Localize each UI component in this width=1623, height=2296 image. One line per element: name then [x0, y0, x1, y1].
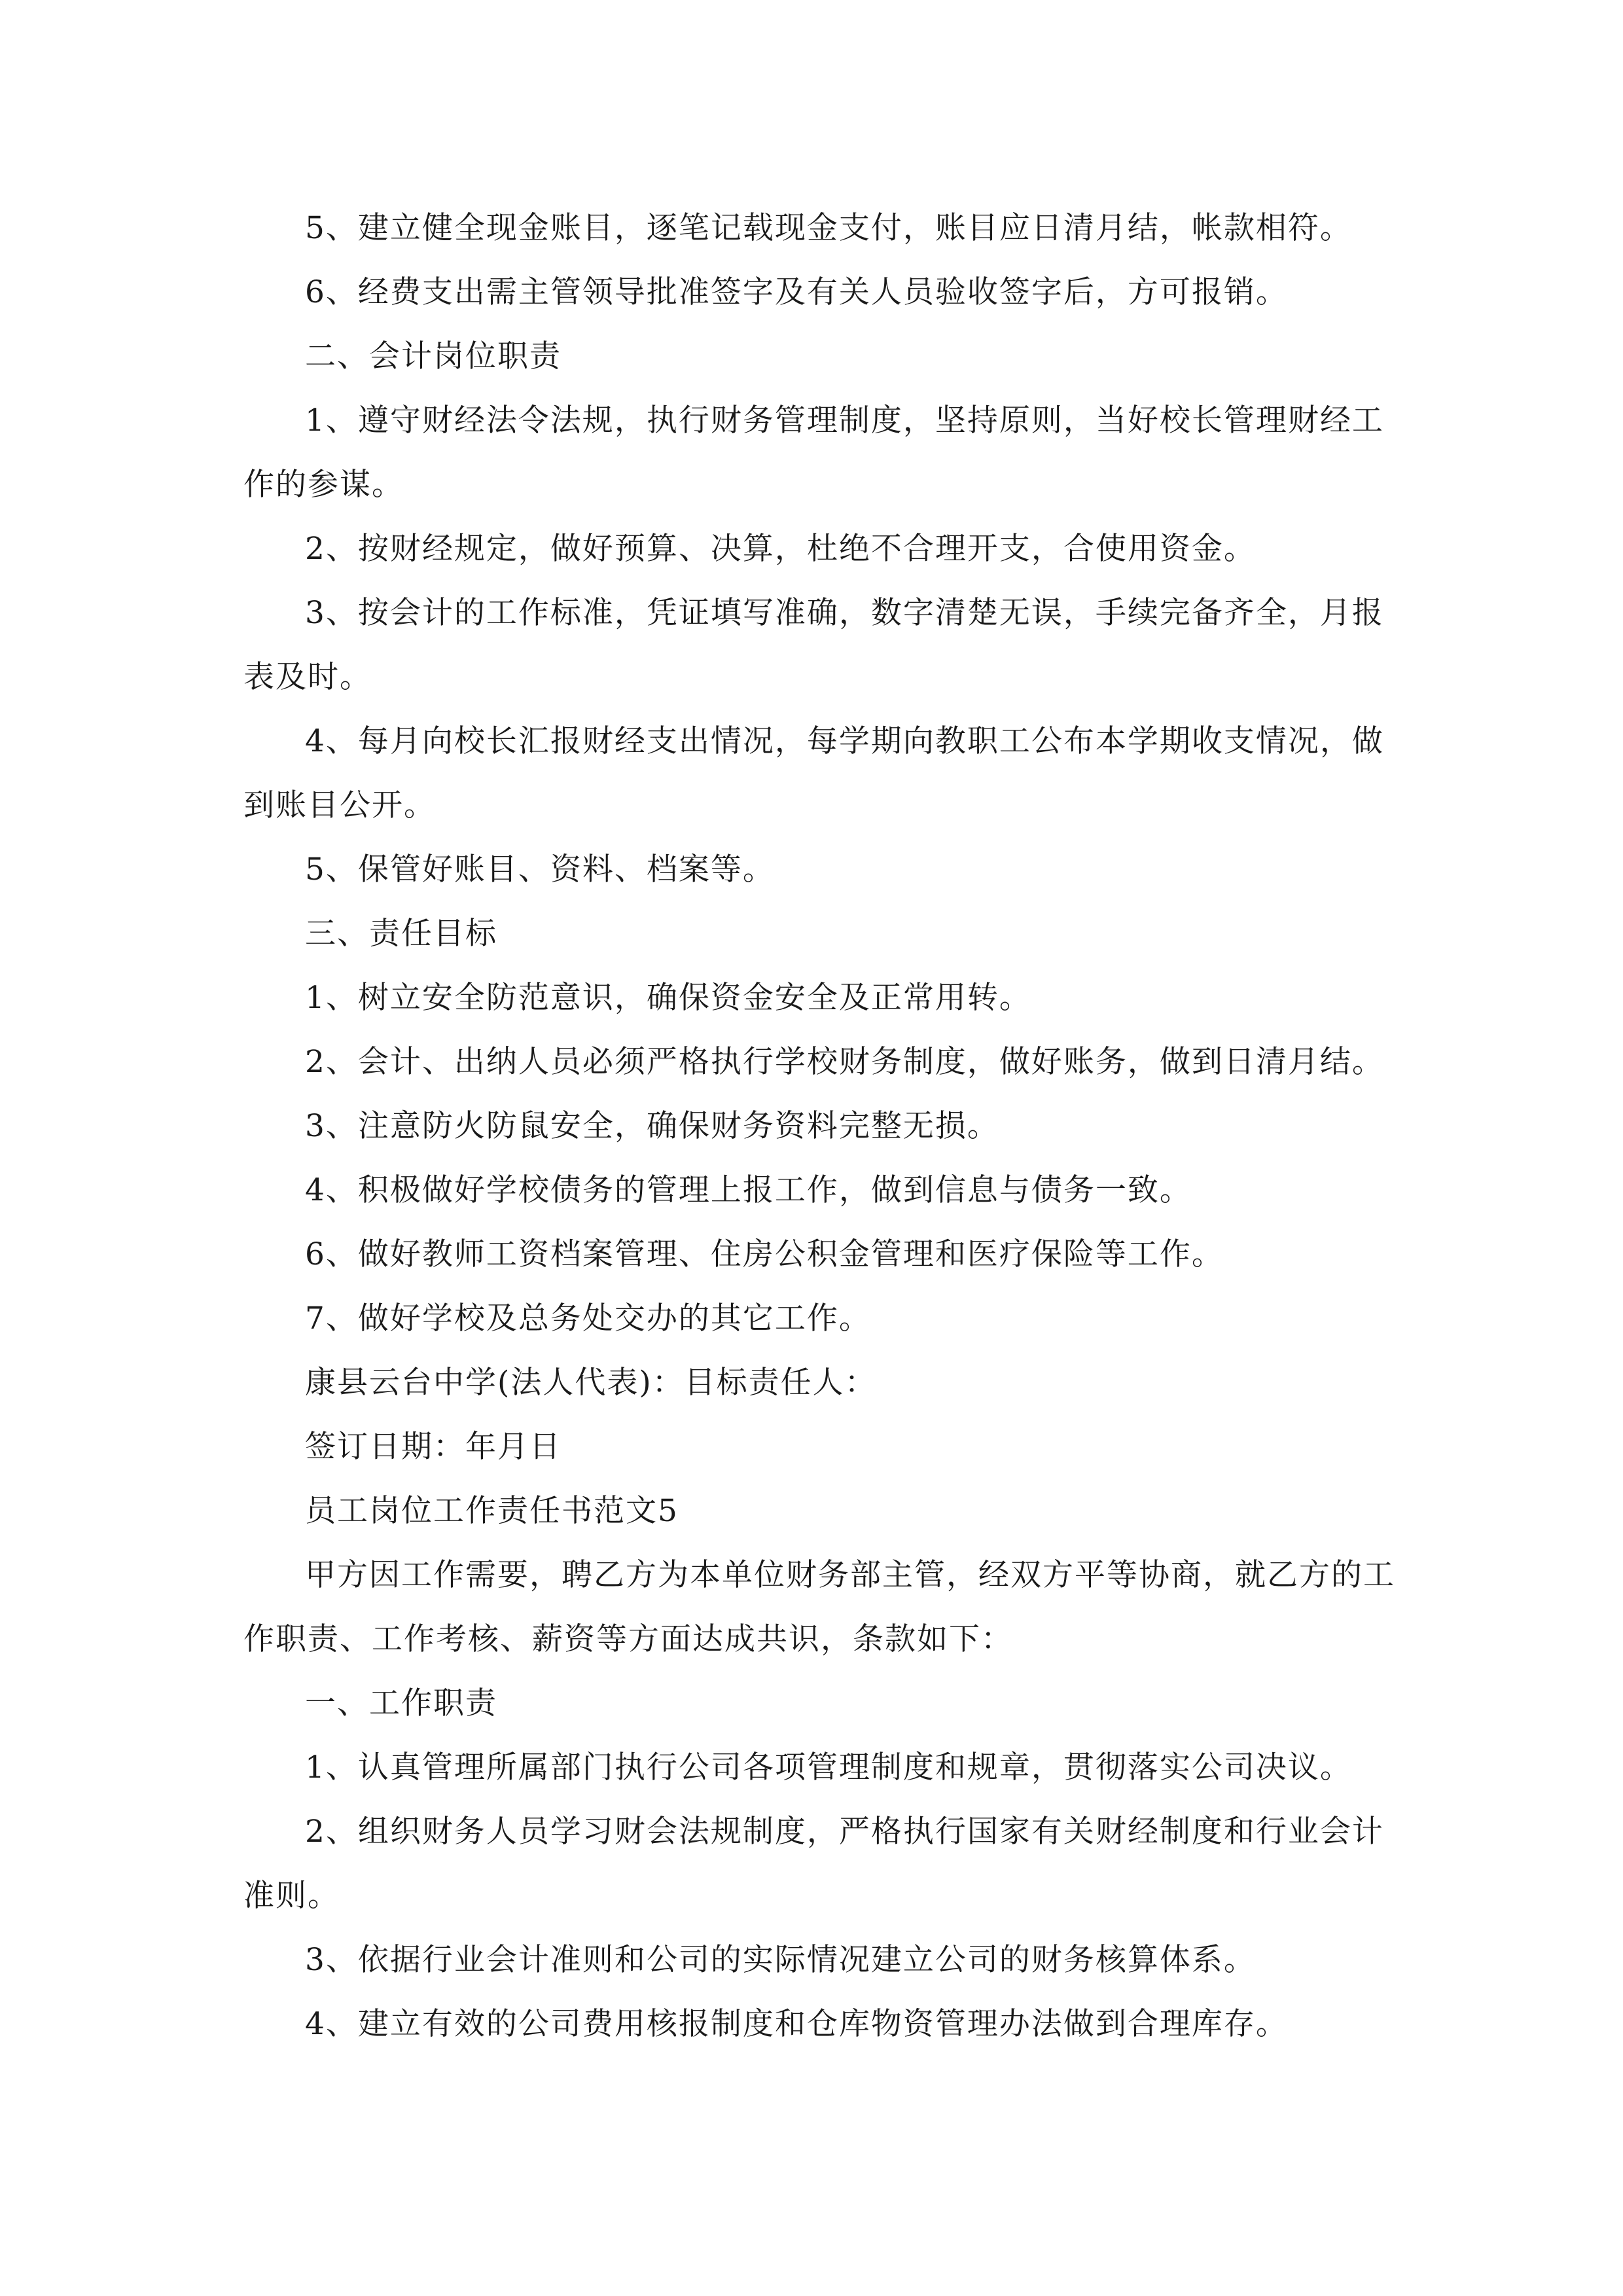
- paragraph: 4、建立有效的公司费用核报制度和仓库物资管理办法做到合理库存。: [305, 2006, 1288, 2042]
- paragraph: 3、按会计的工作标准，凭证填写准确，数字清楚无误，手续完备齐全，月报表及时。: [243, 595, 1384, 695]
- section-heading: 一、工作职责: [305, 1685, 497, 1721]
- paragraph: 6、做好教师工资档案管理、住房公积金管理和医疗保险等工作。: [305, 1236, 1224, 1272]
- section-heading: 三、责任目标: [305, 916, 497, 952]
- paragraph: 1、认真管理所属部门执行公司各项管理制度和规章，贯彻落实公司决议。: [305, 1749, 1352, 1785]
- paragraph: 2、会计、出纳人员必须严格执行学校财务制度，做好账务，做到日清月结。: [305, 1044, 1384, 1080]
- signature-line: 康县云台中学(法人代表)：目标责任人：: [305, 1365, 877, 1401]
- paragraph: 5、建立健全现金账目，逐笔记载现金支付，账目应日清月结，帐款相符。: [305, 210, 1352, 246]
- document-body: [243, 196, 1402, 2056]
- paragraph: 3、注意防火防鼠安全，确保财务资料完整无损。: [305, 1108, 999, 1144]
- paragraph: 5、保管好账目、资料、档案等。: [305, 852, 775, 888]
- section-heading: 二、会计岗位职责: [305, 338, 562, 374]
- paragraph: 1、树立安全防范意识，确保资金安全及正常用转。: [305, 980, 1031, 1016]
- paragraph: 2、按财经规定，做好预算、决算，杜绝不合理开支，合使用资金。: [305, 531, 1256, 567]
- paragraph: 2、组织财务人员学习财会法规制度，严格执行国家有关财经制度和行业会计准则。: [243, 1814, 1384, 1914]
- paragraph: 7、做好学校及总务处交办的其它工作。: [305, 1300, 871, 1336]
- paragraph: 4、积极做好学校债务的管理上报工作，做到信息与债务一致。: [305, 1172, 1192, 1208]
- paragraph: 6、经费支出需主管领导批准签字及有关人员验收签字后，方可报销。: [305, 274, 1288, 310]
- paragraph: 甲方因工作需要，聘乙方为本单位财务部主管，经双方平等协商，就乙方的工作职责、工作考核、薪资等方面达成共识，条款如下：: [243, 1557, 1395, 1657]
- document-title: 员工岗位工作责任书范文5: [305, 1493, 679, 1529]
- paragraph: 1、遵守财经法令法规，执行财务管理制度，坚持原则，当好校长管理财经工作的参谋。: [243, 403, 1384, 503]
- paragraph: 3、依据行业会计准则和公司的实际情况建立公司的财务核算体系。: [305, 1942, 1256, 1978]
- paragraph: 4、每月向校长汇报财经支出情况，每学期向教职工公布本学期收支情况，做到账目公开。: [243, 723, 1384, 823]
- signing-date-line: 签订日期：年月日: [305, 1429, 562, 1465]
